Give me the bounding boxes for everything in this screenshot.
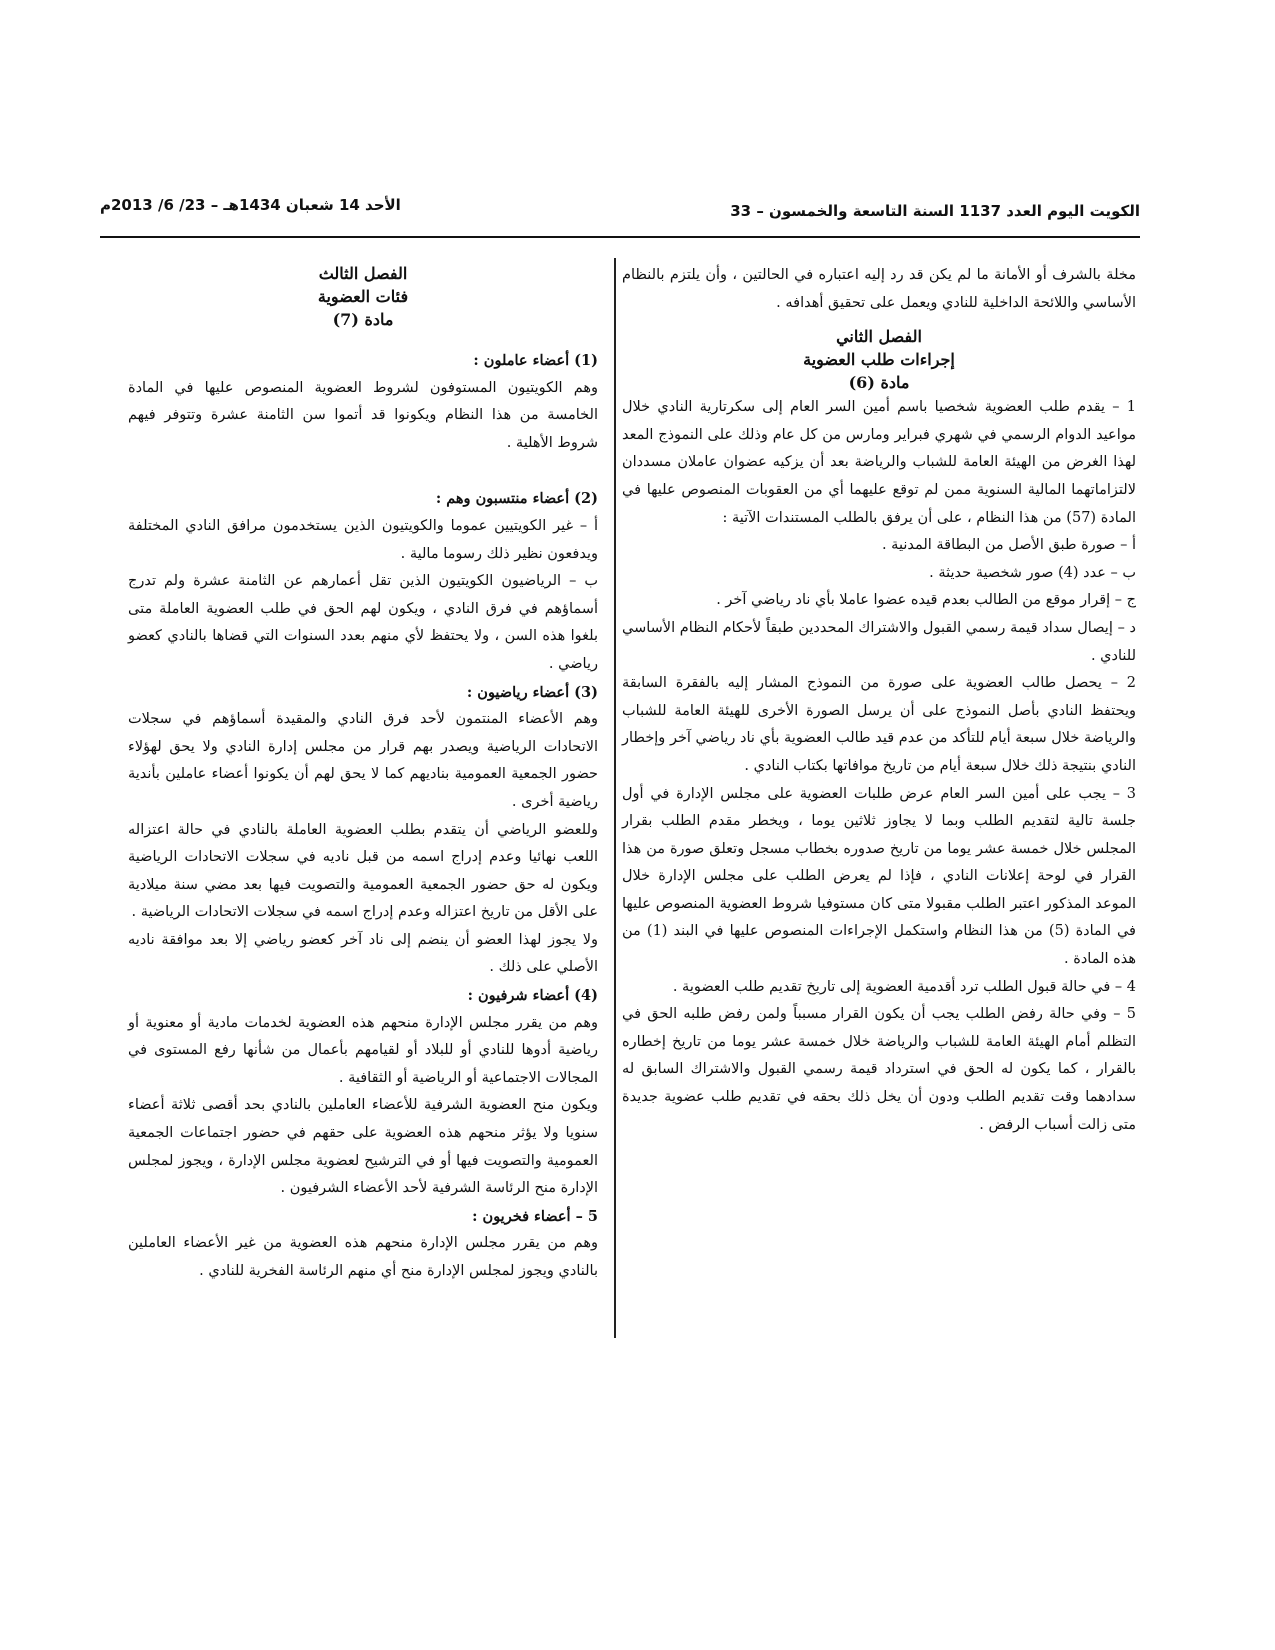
article-heading: مادة (6)	[848, 373, 910, 393]
section-text-3c: ولا يجوز لهذا العضو أن ينضم إلى ناد آخر كعضو رياضي إلا بعد موافقة ناديه الأصلي على ذلك .	[128, 931, 598, 976]
header-issue-info: الكويت اليوم العدد 1137 السنة التاسعة والخمسون – 33	[730, 202, 1140, 220]
section-heading-5: 5 – أعضاء فخريون :	[472, 1207, 598, 1225]
header-divider	[100, 236, 1140, 238]
article-item-3: 3 – يجب على أمين السر العام عرض طلبات العضوية على مجلس الإدارة في أول جلسة تالية لتقديم الطلب وبما لا يجاوز ثلاثين يوما ، ويخطر مقدم الطلب بقرار المجلس خلال خمسة عشر يوما من تاريخ صدوره بخطاب مسجل وتعلق صورة من هذا القرار في لوحة إعلانات النادي ، فإذا لم يعرض الطلب على مجلس الإدارة خلال الموعد المذكور اعتبر الطلب مقبولا متى كان مستوفيا شروط العضوية المنصوص عليها في المادة (5) من هذا النظام واستكمل الإجراءات المنصوص عليها في البند (1) من هذه المادة .	[622, 785, 1136, 968]
section-text-3a: وهم الأعضاء المنتمون لأحد فرق النادي والمقيدة أسماؤهم في سجلات الاتحادات الرياضية ويصدر بهم قرار من مجلس إدارة النادي ولا يحق لهؤلاء حضور الجمعية العمومية بناديهم كما لا يحق لهم أن يكونوا أعضاء عاملين بأندية رياضية أخرى .	[128, 711, 598, 810]
article-item-1c: ج – إقرار موقع من الطالب بعدم قيده عضوا عاملا بأي ناد رياضي آخر .	[716, 592, 1136, 609]
article-item-2: 2 – يحصل طالب العضوية على صورة من النموذج المشار إليه بالفقرة السابقة ويحتفظ النادي بأصل النموذج على أن يرسل الصورة الأخرى للهيئة العامة للشباب والرياضة خلال سبعة أيام للتأكد من عدم قيد طالب العضوية بأي ناد رياضي آخر وإخطار النادي بنتيجة ذلك خلال سبعة أيام من تاريخ موافاتها بكتاب النادي .	[622, 675, 1137, 774]
chapter-heading: الفصل الثالث	[318, 264, 408, 283]
article-item-1b: ب – عدد (4) صور شخصية حديثة .	[929, 564, 1136, 581]
column-divider	[614, 258, 616, 1338]
header-date: الأحد 14 شعبان 1434هـ – 23/ 6/ 2013م	[100, 196, 401, 214]
section-heading-2: (2) أعضاء منتسبون وهم :	[435, 490, 598, 508]
section-heading-4: (4) أعضاء شرفيون :	[467, 987, 598, 1005]
article-item-1a: أ – صورة طبق الأصل من البطاقة المدنية .	[881, 537, 1136, 554]
section-text-4a: وهم من يقرر مجلس الإدارة منحهم هذه العضوية لخدمات مادية أو معنوية أو رياضية أدوها للنادي أو للبلاد أو لقيامهم بأعمال من شأنها رفع المستوى في المجالات الاجتماعية أو الرياضية أو الثقافية .	[128, 1014, 598, 1086]
section-text-1: وهم الكويتيون المستوفون لشروط العضوية المنصوص عليها في المادة الخامسة من هذا النظام ويكونوا قد أتموا سن الثامنة عشرة وتتوفر فيهم شروط الأهلية .	[128, 379, 598, 451]
chapter-title: إجراءات طلب العضوية	[803, 350, 955, 370]
paragraph-continued: مخلة بالشرف أو الأمانة ما لم يكن قد رد إليه اعتباره في الحالتين ، وأن يلتزم بالنظام الأساسي واللائحة الداخلية للنادي ويعمل على تحقيق أهدافه .	[622, 267, 1136, 311]
article-item-1d: د – إيصال سداد قيمة رسمي القبول والاشتراك المحددين طبقاً لأحكام النظام الأساسي للنادي .	[622, 619, 1136, 664]
section-text-4b: ويكون منح العضوية الشرفية للأعضاء العاملين بالنادي بحد أقصى ثلاثة أعضاء سنويا ولا يؤثر منحهم هذه العضوية على حقهم في حضور اجتماعات الجمعية العمومية والتصويت فيها أو في الترشيح لعضوية مجلس الإدارة ، ويجوز لمجلس الإدارة منح الرئاسة الشرفية لأحد الأعضاء الشرفيون .	[128, 1097, 598, 1197]
chapter-title: فئات العضوية	[317, 287, 409, 306]
section-text-3b: وللعضو الرياضي أن يتقدم بطلب العضوية العاملة بالنادي في حالة اعتزاله اللعب نهائيا وعدم إدراج اسمه من قبل ناديه في سجلات الاتحادات الرياضية ويكون له حق حضور الجمعية العمومية والتصويت فيها بعد مضي سنة ميلادية على الأقل من تاريخ اعتزاله وعدم إدراج اسمه في سجلات الاتحادات الرياضية .	[128, 821, 598, 921]
left-column	[128, 262, 598, 1286]
article-item-1: 1 – يقدم طلب العضوية شخصيا باسم أمين السر العام إلى سكرتارية النادي خلال مواعيد الدوام الرسمي في شهري فبراير ومارس من كل عام وذلك على النموذج المعد لهذا الغرض من الهيئة العامة للشباب والرياضة بعد أن يزكيه عضوان عاملان مسددان لالتزاماتهما المالية السنوية ممن لم توقع عليهما أي من العقوبات المنصوص عليها في المادة (57) من هذا النظام ، على أن يرفق بالطلب المستندات الآتية :	[622, 399, 1136, 526]
section-text-2b: ب – الرياضيون الكويتيون الذين تقل أعمارهم عن الثامنة عشرة ولم تدرج أسماؤهم في فرق النادي ، ويكون لهم الحق في طلب العضوية العاملة متى بلغوا هذه السن ، ولا يحتفظ لأي منهم بعدد السنوات التي قضاها بالنادي كعضو رياضي .	[128, 573, 598, 672]
right-column	[622, 262, 1136, 1139]
section-text-5: وهم من يقرر مجلس الإدارة منحهم هذه العضوية من غير الأعضاء العاملين بالنادي ويجوز لمجلس الإدارة منح أي منهم الرئاسة الفخرية للنادي .	[128, 1235, 598, 1279]
article-item-4: 4 – في حالة قبول الطلب ترد أقدمية العضوية إلى تاريخ تقديم طلب العضوية .	[672, 978, 1136, 995]
chapter-heading: الفصل الثاني	[836, 327, 922, 347]
article-item-5: 5 – وفي حالة رفض الطلب يجب أن يكون القرار مسبباً ولمن رفض طلبه الحق في التظلم أمام الهيئة العامة للشباب والرياضة خلال خمسة عشر يوما من تاريخ إخطاره بالقرار ، كما يكون له الحق في استرداد قيمة رسمي القبول والاشتراك السابق له سدادهما وقت تقديم الطلب ودون أن يخل ذلك بحقه في تقديم طلب عضوية جديدة متى زالت أسباب الرفض .	[622, 1006, 1136, 1133]
page-header	[100, 196, 1140, 236]
section-heading-3: (3) أعضاء رياضيون :	[466, 683, 598, 701]
section-heading-1: (1) أعضاء عاملون :	[473, 352, 598, 369]
section-text-2a: أ – غير الكويتيين عموما والكويتيون الذين يستخدمون مرافق النادي المختلفة ويدفعون نظير ذلك رسوما مالية .	[128, 517, 598, 562]
article-heading: مادة (7)	[332, 310, 394, 329]
